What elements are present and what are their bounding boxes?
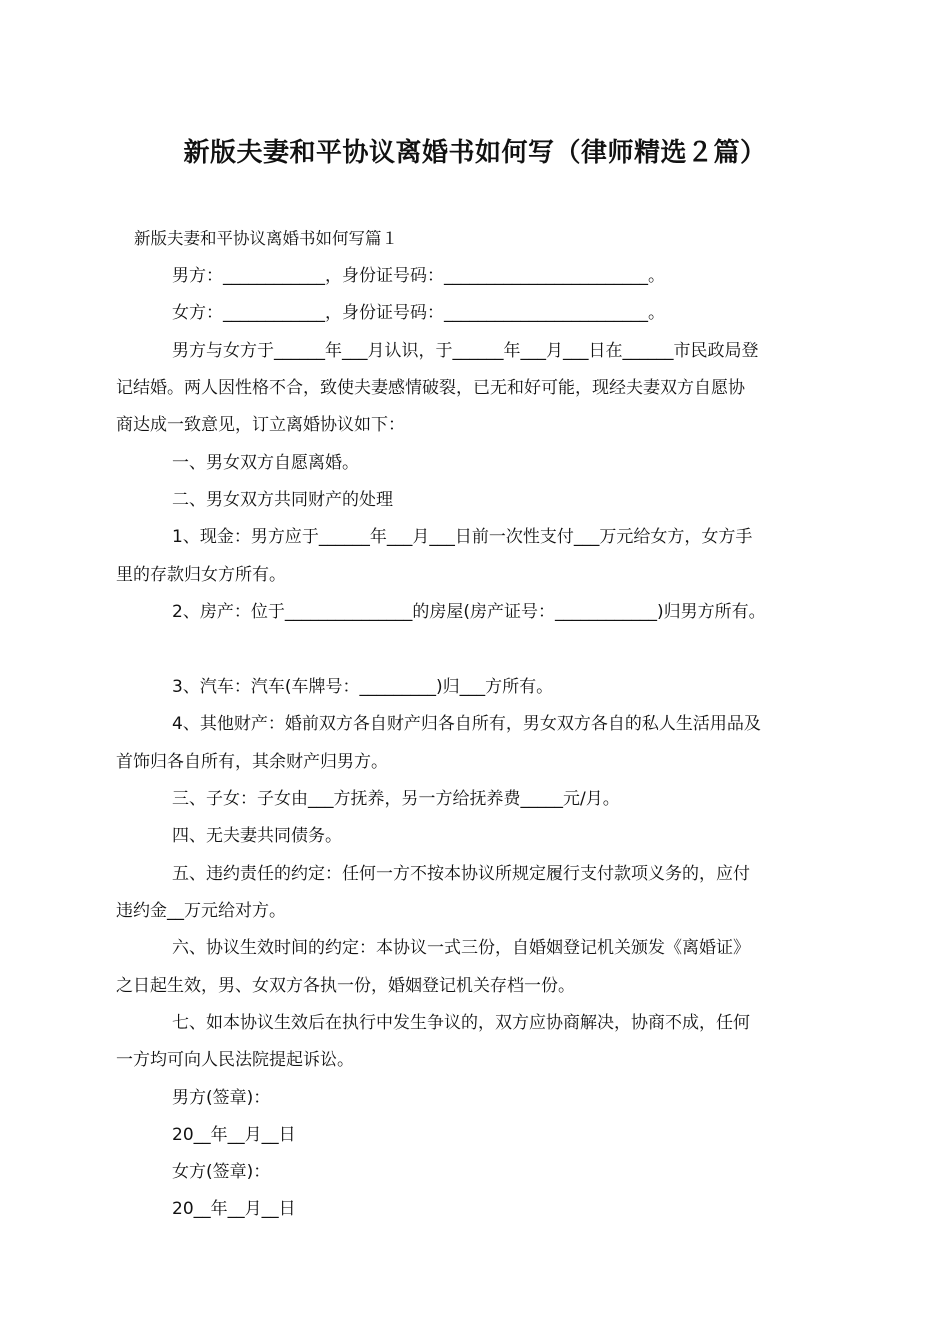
effect-clause-line-2: 之日起生效，男、女双方各执一份，婚姻登记机关存档一份。: [116, 976, 575, 996]
intro-paragraph-line-2: 记结婚。两人因性格不合，致使夫妻感情破裂，已无和好可能，现经夫妻双方自愿协: [116, 378, 745, 398]
children-clause: 三、子女：子女由___方抚养，另一方给抚养费_____元/月。: [172, 789, 620, 809]
female-signature-date: 20__年__月__日: [172, 1199, 296, 1219]
male-signature-label: 男方(签章)：: [172, 1088, 271, 1108]
cash-clause-line-2: 里的存款归女方所有。: [116, 565, 286, 585]
section-subtitle: 新版夫妻和平协议离婚书如何写篇１: [134, 229, 398, 248]
female-signature-label: 女方(签章)：: [172, 1162, 271, 1182]
effect-clause-line-1: 六、协议生效时间的约定：本协议一式三份，自婚姻登记机关颁发《离婚证》: [172, 938, 750, 958]
male-signature-date: 20__年__月__日: [172, 1125, 296, 1145]
other-property-line-1: 4、其他财产：婚前双方各自财产归各自所有，男女双方各自的私人生活用品及: [172, 714, 761, 734]
breach-clause-line-1: 五、违约责任的约定：任何一方不按本协议所规定履行支付款项义务的，应付: [172, 864, 750, 884]
intro-paragraph-line-3: 商达成一致意见，订立离婚协议如下：: [116, 415, 405, 435]
house-clause: 2、房产：位于_______________的房屋(房产证号：____________)归男方所有。: [172, 602, 766, 622]
document-title: 新版夫妻和平协议离婚书如何写（律师精选２篇）: [183, 138, 767, 168]
dispute-clause-line-1: 七、如本协议生效后在执行中发生争议的，双方应协商解决，协商不成，任何: [172, 1013, 750, 1033]
clause-2: 二、男女双方共同财产的处理: [172, 490, 393, 510]
male-id-line: 男方：____________，身份证号码：________________________。: [172, 266, 665, 286]
dispute-clause-line-2: 一方均可向人民法院提起诉讼。: [116, 1050, 354, 1070]
debt-clause: 四、无夫妻共同债务。: [172, 826, 342, 846]
other-property-line-2: 首饰归各自所有，其余财产归男方。: [116, 752, 388, 772]
car-clause: 3、汽车：汽车(车牌号：_________)归___方所有。: [172, 677, 554, 697]
cash-clause-line-1: 1、现金：男方应于______年___月___日前一次性支付___万元给女方，女方手: [172, 527, 753, 547]
breach-clause-line-2: 违约金__万元给对方。: [116, 901, 286, 921]
intro-paragraph-line-1: 男方与女方于______年___月认识，于______年___月___日在______市民政局登: [172, 341, 759, 361]
female-id-line: 女方：____________，身份证号码：________________________。: [172, 303, 665, 323]
clause-1: 一、男女双方自愿离婚。: [172, 453, 359, 473]
